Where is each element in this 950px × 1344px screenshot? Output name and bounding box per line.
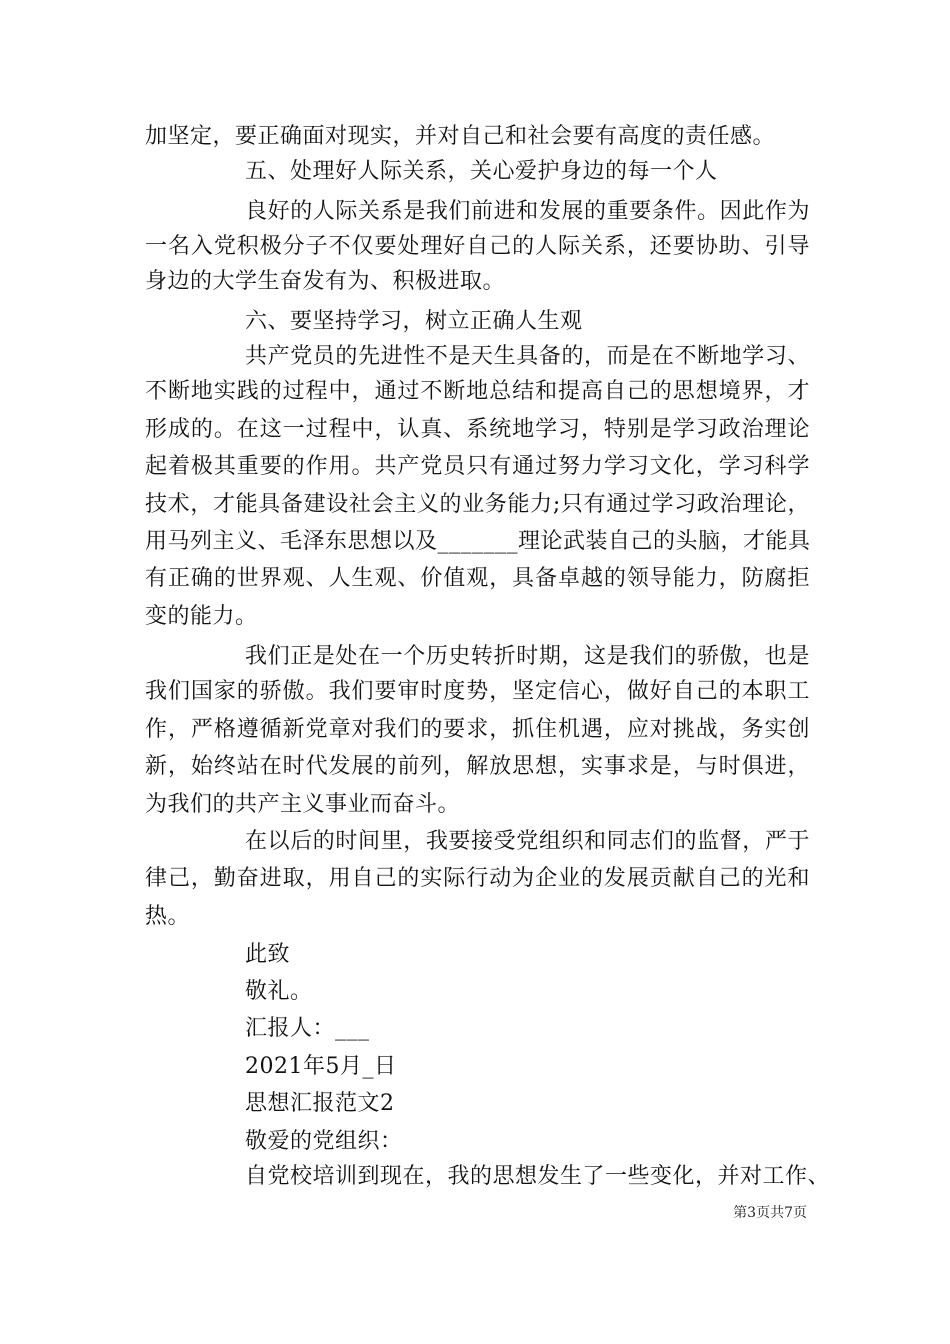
paragraph-line: 变的能力。 [145,604,258,629]
paragraph-line: 一名入党积极分子不仅要处理好自己的人际关系，还要协助、引导 [145,234,810,259]
paragraph-line: 新，始终站在时代发展的前列，解放思想，实事求是，与时俱进， [145,754,810,779]
paragraph-line: 有正确的世界观、人生观、价值观，具备卓越的领导能力，防腐拒 [145,566,810,591]
letter-greeting: 敬爱的党组织： [245,1129,403,1154]
paragraph-line: 不断地实践的过程中，通过不断地总结和提高自己的思想境界，才 [145,379,810,404]
sample-title: 思想汇报范文2 [245,1091,395,1116]
paragraph-line: 身边的大学生奋发有为、积极进取。 [145,269,506,294]
paragraph-line: 技术，才能具备建设社会主义的业务能力;只有通过学习政治理论， [145,492,810,517]
paragraph-line: 作，严格遵循新党章对我们的要求，抓住机遇，应对挑战，务实创 [145,717,810,742]
paragraph-line: 为我们的共产主义事业而奋斗。 [145,792,461,817]
paragraph-line: 共产党员的先进性不是天生具备的，而是在不断地学习、 [245,344,810,369]
closing-salutation: 此致 [245,942,291,967]
section-heading-5: 五、处理好人际关系，关心爱护身边的每一个人 [245,159,718,184]
paragraph-line: 起着极其重要的作用。共产党员只有通过努力学习文化，学习科学 [145,454,810,479]
page-number-footer: 第3页共7页 [733,1205,807,1221]
paragraph-line: 律己，勤奋进取，用自己的实际行动为企业的发展贡献自己的光和 [145,866,810,891]
paragraph-line: 良好的人际关系是我们前进和发展的重要条件。因此作为 [245,199,810,224]
paragraph-line: 用马列主义、毛泽东思想以及_______理论武装自己的头脑，才能具 [145,529,811,554]
paragraph-line: 我们国家的骄傲。我们要审时度势，坚定信心，做好自己的本职工 [145,679,810,704]
report-date: 2021年5月_日 [245,1054,397,1079]
paragraph-line: 在以后的时间里，我要接受党组织和同志们的监督，严于 [245,829,810,854]
reporter-field: 汇报人：___ [245,1016,370,1041]
paragraph-line: 我们正是处在一个历史转折时期，这是我们的骄傲，也是 [245,644,810,669]
paragraph-line: 热。 [145,904,191,929]
paragraph-line: 形成的。在这一过程中，认真、系统地学习，特别是学习政治理论 [145,417,810,442]
paragraph-line: 自党校培训到现在，我的思想发生了一些变化，并对工作、 [245,1164,831,1189]
paragraph-line: 加坚定，要正确面对现实，并对自己和社会要有高度的责任感。 [145,124,776,149]
closing-respect: 敬礼。 [245,979,313,1004]
section-heading-6: 六、要坚持学习，树立正确人生观 [245,309,583,334]
